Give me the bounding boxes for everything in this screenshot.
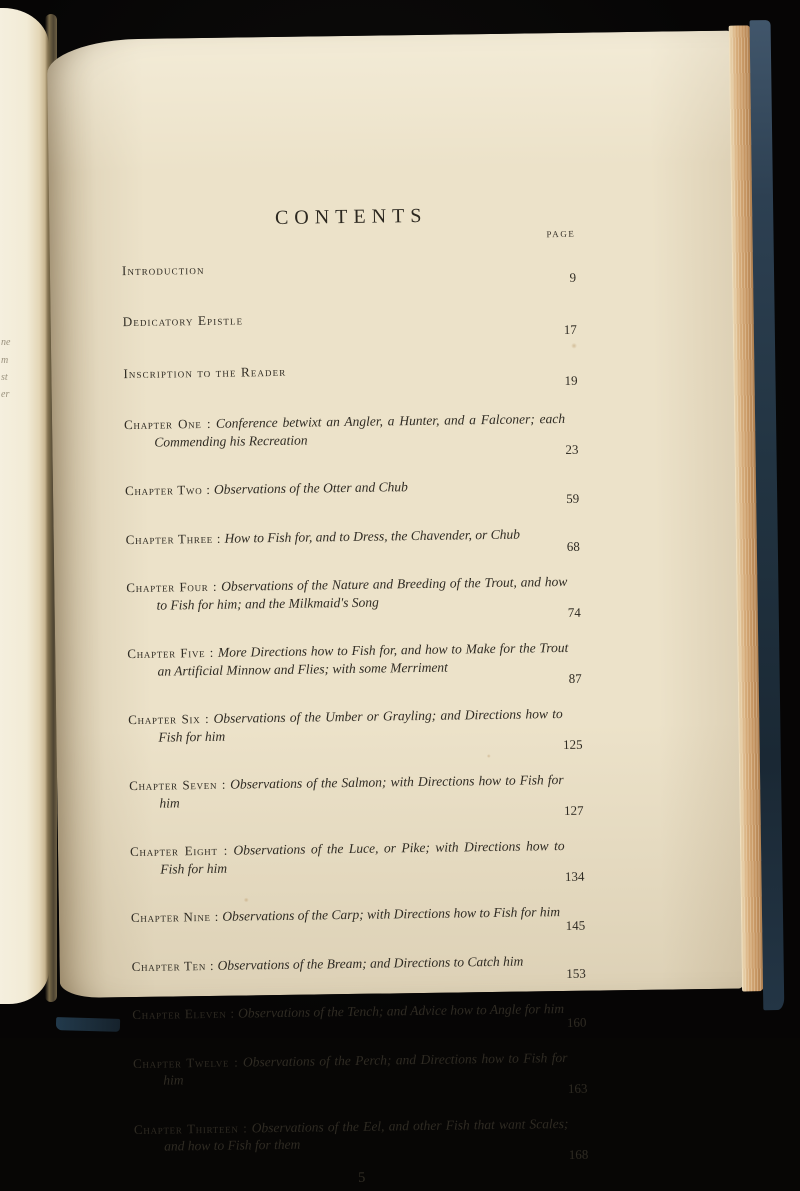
entry-page-number: 74 — [567, 604, 581, 620]
toc-entry — [134, 1101, 589, 1169]
chapter-title: Observations of the Bream; and Directions to Catch him — [217, 953, 524, 973]
entry-page-number: 168 — [568, 1146, 589, 1162]
toc-entry — [125, 462, 580, 513]
entry-text — [125, 476, 566, 500]
entry-page-number: 125 — [563, 736, 583, 753]
chapter-label: Chapter Thirteen : — [133, 1119, 248, 1137]
chapter-label: Chapter Three : — [125, 530, 222, 547]
chapter-label: Chapter Four : — [126, 578, 218, 596]
page-content — [119, 33, 589, 1190]
chapter-title: Observations of the Tench; and Advice how to Angle for him — [238, 1001, 565, 1021]
entry-label: Inscription to the Reader — [123, 363, 287, 381]
page-column-header: PAGE — [546, 228, 576, 240]
chapter-label: Chapter Eleven : — [132, 1005, 235, 1023]
entry-text — [122, 255, 568, 279]
entry-text — [133, 1048, 568, 1089]
chapter-label: Chapter Nine : — [130, 908, 220, 926]
toc-entry — [124, 396, 579, 464]
toc-entry — [122, 242, 577, 293]
entry-page-number: 145 — [565, 917, 586, 933]
ghost-text-fragment: ne — [1, 337, 11, 348]
book-cover-bottom-sliver — [56, 1017, 120, 1032]
contents-page — [47, 31, 744, 1186]
chapter-title: How to Fish for, and to Dress, the Chavender, or Chub — [224, 526, 521, 546]
entry-text — [126, 573, 567, 614]
chapter-label: Chapter One : — [123, 415, 212, 433]
chapter-title: More Directions how to Fish for, and how to Make for the Trout an Artificial Minnow and Flies; with some Merriment — [157, 639, 569, 679]
entry-page-number: 127 — [563, 802, 584, 818]
entry-text — [132, 951, 567, 975]
chapter-title: Observations of the Carp; with Directions how to Fish for him — [222, 904, 561, 924]
entry-text — [128, 705, 563, 746]
entry-text — [132, 1000, 567, 1024]
entry-page-number: 59 — [566, 490, 580, 506]
chapter-title: Observations of the Umber or Grayling; and Directions how to Fish for him — [158, 706, 563, 745]
entry-page-number: 134 — [564, 868, 585, 884]
table-of-contents — [122, 242, 589, 1169]
chapter-label: Chapter Ten : — [131, 957, 215, 974]
entry-page-number: 160 — [566, 1014, 587, 1030]
entry-text — [131, 903, 566, 927]
toc-entry — [123, 345, 578, 396]
chapter-title: Observations of the Perch; and Directions how to Fish for him — [163, 1049, 568, 1088]
page-title: CONTENTS — [274, 204, 428, 229]
entry-page-number: 153 — [566, 965, 586, 981]
entry-page-number: 163 — [567, 1080, 588, 1096]
chapter-label: Chapter Eight : — [129, 842, 229, 860]
chapter-title: Observations of the Eel, and other Fish that want Scales; and how to Fish for them — [164, 1115, 569, 1154]
chapter-label: Chapter Six : — [128, 710, 210, 728]
chapter-title: Conference betwixt an Angler, a Hunter, and a Falconer; each Commending his Recreation — [154, 410, 566, 450]
entry-page-number: 23 — [565, 441, 579, 457]
entry-text — [123, 358, 564, 382]
chapter-title: Observations of the Salmon; with Directions how to Fish for him — [159, 772, 564, 811]
entry-page-number: 9 — [569, 269, 577, 285]
toc-entry — [131, 889, 586, 940]
entry-text — [124, 410, 565, 451]
entry-text — [126, 524, 567, 548]
entry-text — [130, 837, 565, 878]
chapter-label: Chapter Seven : — [129, 776, 227, 794]
entry-page-number: 87 — [568, 670, 582, 686]
toc-entry — [122, 293, 577, 344]
ghost-text-fragment: m — [1, 355, 9, 366]
entry-label: Introduction — [121, 261, 205, 278]
toc-entry — [133, 1035, 588, 1103]
toc-entry — [128, 691, 583, 759]
toc-entry — [131, 938, 586, 989]
entry-page-number: 68 — [566, 538, 580, 554]
entry-text — [123, 307, 564, 331]
ghost-text-fragment: er — [1, 389, 10, 400]
toc-entry — [127, 625, 582, 693]
entry-label: Dedicatory Epistle — [122, 312, 244, 330]
toc-entry — [132, 986, 587, 1037]
entry-page-number: 17 — [563, 321, 577, 337]
chapter-title: Observations of the Luce, or Pike; with Directions how to Fish for him — [160, 837, 565, 877]
toc-entry — [130, 823, 585, 891]
toc-entry — [129, 757, 584, 825]
chapter-title: Observations of the Otter and Chub — [213, 479, 408, 497]
right-page-block — [47, 30, 784, 1186]
toc-entry — [126, 559, 581, 627]
chapter-label: Chapter Two : — [124, 481, 211, 499]
facing-page-sliver — [0, 8, 49, 1004]
entry-text — [134, 1114, 569, 1155]
ghost-text-fragment: st — [1, 372, 8, 383]
chapter-label: Chapter Five : — [127, 644, 215, 662]
folio-page-number: 5 — [357, 1169, 366, 1186]
chapter-label: Chapter Twelve : — [132, 1054, 239, 1071]
entry-text — [129, 771, 564, 812]
toc-entry — [125, 511, 580, 562]
entry-text — [127, 639, 568, 680]
chapter-title: Observations of the Nature and Breeding of the Trout, and how to Fish for him; and the Milkmaid's Song — [156, 573, 568, 613]
entry-page-number: 19 — [564, 372, 578, 388]
